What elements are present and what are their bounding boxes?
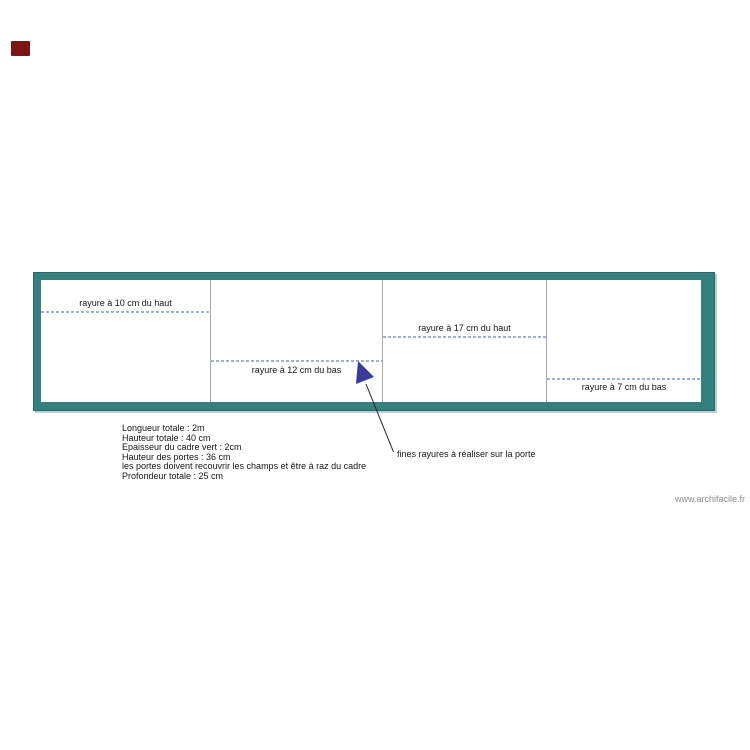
stripe-label-2: rayure à 12 cm du bas <box>251 365 342 375</box>
door-panel-4 <box>547 280 701 402</box>
stripe-line-4 <box>547 378 701 380</box>
note-line-3: Epaisseur du cadre vert : 2cm <box>122 442 242 453</box>
door-panel-3 <box>383 280 547 402</box>
notes-block <box>122 424 366 482</box>
stripe-line-1 <box>41 311 210 313</box>
stripe-line-2 <box>211 360 382 362</box>
door-panel-2 <box>211 280 383 402</box>
note-line-6: Profondeur totale : 25 cm <box>122 470 224 481</box>
door-panel-1 <box>41 280 211 402</box>
note-line-4: Hauteur des portes : 36 cm <box>122 451 231 462</box>
cabinet-frame <box>33 272 715 411</box>
stripe-label-3: rayure à 17 cm du haut <box>418 323 511 333</box>
note-line-1: Longueur totale : 2m <box>122 423 205 433</box>
note-line-2: Hauteur totale : 40 cm <box>122 432 211 443</box>
watermark: www.archifacile.fr <box>674 494 745 504</box>
stripe-label-4: rayure à 7 cm du bas <box>581 382 667 392</box>
cabinet-interior <box>41 280 701 402</box>
stripe-label-1: rayure à 10 cm du haut <box>79 298 172 308</box>
annotation-text: fines rayures à réaliser sur la porte <box>397 449 536 459</box>
note-line-5: les portes doivent recouvrir les champs et être à raz du cadre <box>122 461 367 472</box>
stripe-line-3 <box>383 336 546 338</box>
red-marker <box>11 41 30 56</box>
